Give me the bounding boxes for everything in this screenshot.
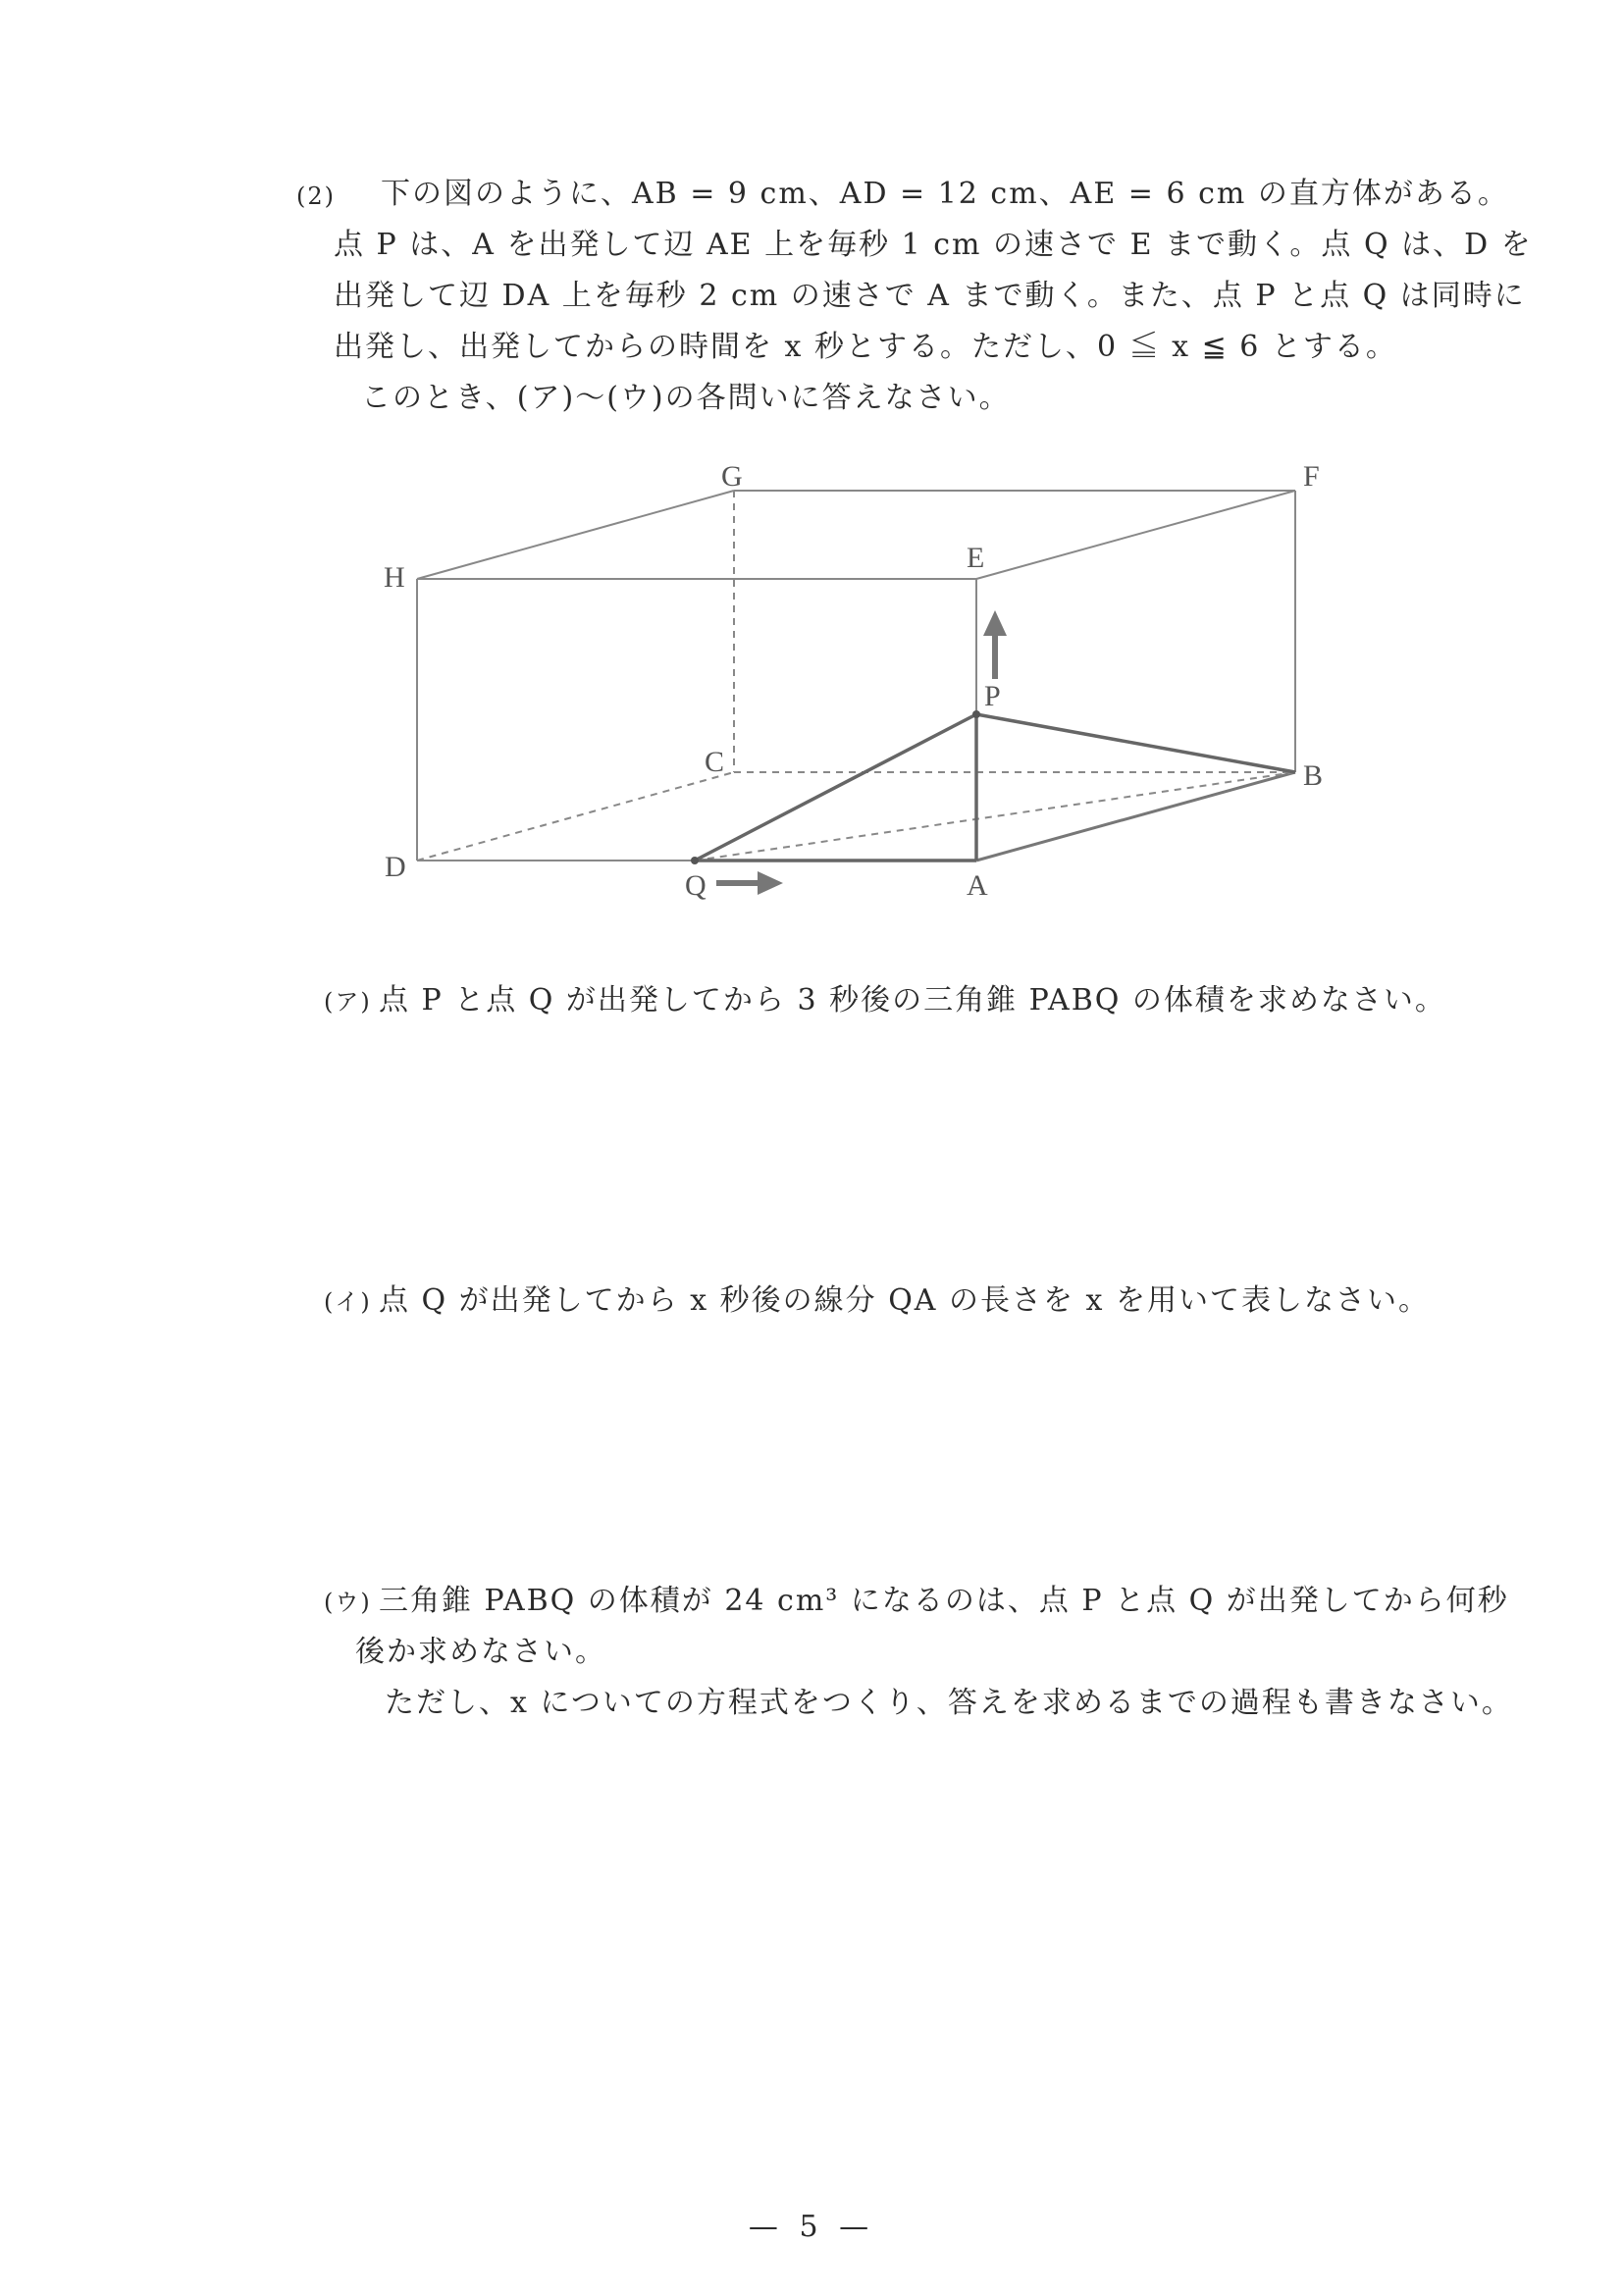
label-G: G [721,460,743,493]
question-b-mark: (イ) [324,1288,372,1316]
segment-PB [976,714,1295,772]
label-B: B [1303,759,1324,792]
label-Q: Q [685,869,707,902]
question-a-mark: (ア) [324,988,372,1016]
question-b-text: 点 Q が出発してから x 秒後の線分 QA の長さを x を用いて表しなさい。 [379,1283,1430,1318]
question-c-mark: (ウ) [324,1589,372,1616]
edge-DC-hidden [417,772,734,861]
triangle-PQB [695,714,1295,861]
edge-AB [976,772,1295,861]
label-H: H [384,561,405,594]
problem-line-1: 下の図のように、AB = 9 cm、AD = 12 cm、AE = 6 cm の直方体がある。 [381,177,1509,211]
point-P [972,710,980,718]
problem-line-5: このとき、(ア)〜(ウ)の各問いに答えなさい。 [361,381,1011,415]
point-Q [691,857,699,864]
edge-EF [976,491,1295,579]
edge-HG [417,491,734,579]
label-D: D [385,851,406,883]
problem-number: (2) [296,183,336,210]
cuboid-figure [353,446,1354,927]
problem-line-3: 出発して辺 DA 上を毎秒 2 cm の速さで A まで動く。また、点 P と点 Q は同時に [334,279,1526,313]
segment-QB-hidden [695,772,1295,861]
label-A: A [967,869,988,902]
question-a [324,981,1446,1021]
page-number: — 5 — [748,2210,875,2244]
label-C: C [705,746,725,778]
problem-line-2: 点 P は、A を出発して辺 AE 上を毎秒 1 cm の速さで E まで動く。点 Q は、D を [334,228,1533,262]
problem-line-4: 出発し、出発してからの時間を x 秒とする。ただし、0 ≦ x ≦ 6 とする。 [334,330,1397,364]
label-E: E [967,542,985,574]
arrow-right-icon [716,871,783,895]
question-c [324,1582,1509,1622]
question-c-line-2: 後か求めなさい。 [355,1635,606,1669]
cuboid-edges [417,491,1295,861]
question-c-text-1: 三角錐 PABQ の体積が 24 cm³ になるのは、点 P と点 Q が出発してから何秒 [379,1584,1509,1618]
question-a-text: 点 P と点 Q が出発してから 3 秒後の三角錐 PABQ の体積を求めなさい。 [379,983,1446,1018]
segment-QP [695,714,976,861]
label-P: P [984,680,1001,712]
question-c-line-3: ただし、x についての方程式をつくり、答えを求めるまでの過程も書きなさい。 [385,1686,1513,1720]
label-F: F [1303,460,1320,493]
question-b [324,1281,1430,1322]
arrow-up-icon [983,610,1007,679]
